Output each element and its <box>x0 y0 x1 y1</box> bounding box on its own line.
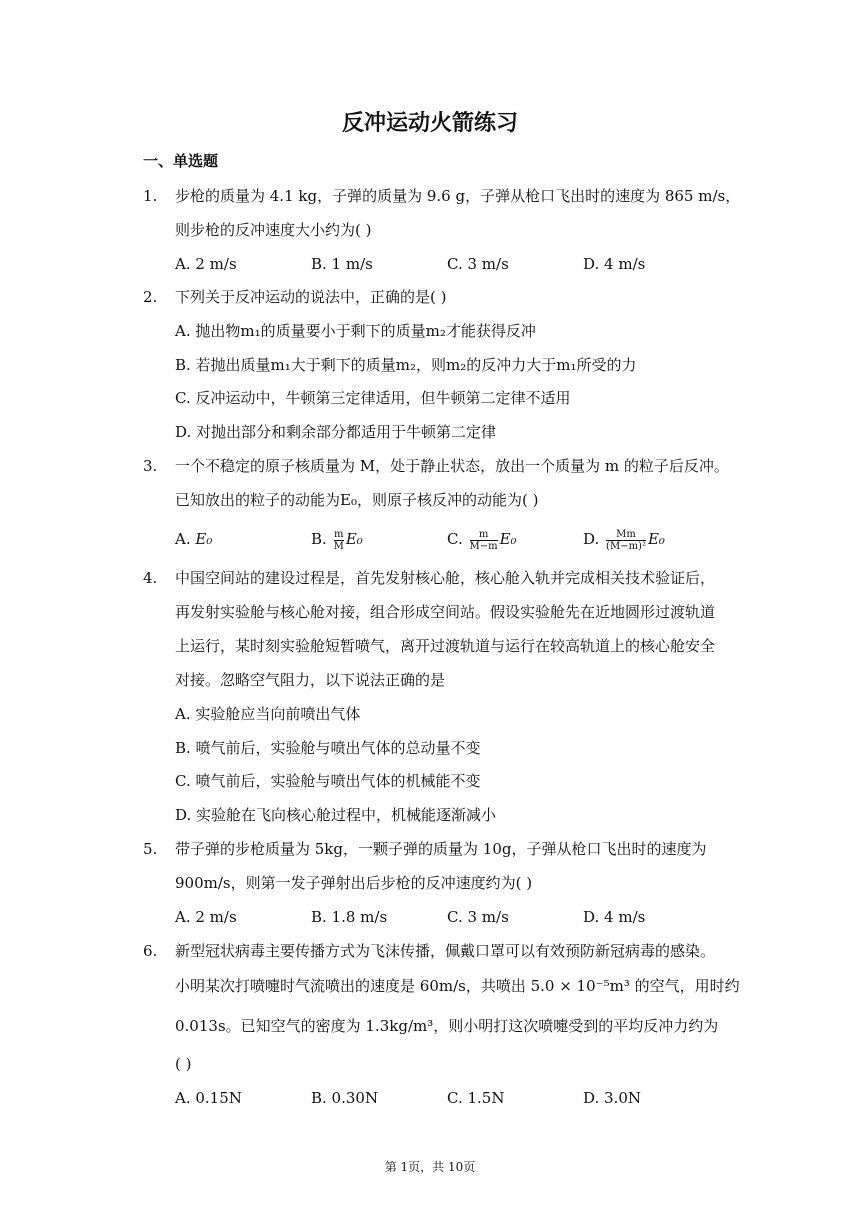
option-d: D. 4 m/s <box>583 908 646 926</box>
question-text: 下列关于反冲运动的说法中，正确的是( ) <box>175 288 447 306</box>
question-number: 3. <box>143 457 158 475</box>
option-a <box>175 527 212 551</box>
option-expression: E₀ <box>195 530 213 548</box>
question-text: 上运行，某时刻实验舱短暂喷气，离开过渡轨道与运行在较高轨道上的核心舱安全 <box>175 637 716 655</box>
question-text: 900m/s，则第一发子弹射出后步枪的反冲速度约为( ) <box>175 874 533 892</box>
option-a: A. 2 m/s <box>175 908 237 926</box>
option-c: C. 喷气前后，实验舱与喷出气体的机械能不变 <box>175 772 481 790</box>
question-number: 5. <box>143 840 158 858</box>
option-d: D. 实验舱在飞向核心舱过程中，机械能逐渐减小 <box>175 806 497 824</box>
numerator: Mm <box>616 528 636 540</box>
option-b: B. 1 m/s <box>311 255 373 273</box>
question-text: 小明某次打喷嚏时气流喷出的速度是 60m/s，共喷出 5.0 × 10⁻⁵m³ 的空气，用时约 <box>175 977 740 995</box>
question-text: 步枪的质量为 4.1 kg，子弹的质量为 9.6 g，子弹从枪口飞出时的速度为 865 m/s， <box>175 187 741 205</box>
option-d: D. 对抛出部分和剩余部分都适用于牛顿第二定律 <box>175 423 497 441</box>
option-a: A. 0.15N <box>175 1089 242 1107</box>
option-b: B. 喷气前后，实验舱与喷出气体的总动量不变 <box>175 739 481 757</box>
numerator: m <box>333 528 344 540</box>
option-c: C. 3 m/s <box>447 908 509 926</box>
question-text: 已知放出的粒子的动能为E₀，则原子核反冲的动能为( ) <box>175 491 539 509</box>
option-expression: E₀ <box>647 530 665 548</box>
option-d: D. 4 m/s <box>583 255 646 273</box>
numerator: m <box>478 528 489 540</box>
question-number: 1. <box>143 187 158 205</box>
question-number: 2. <box>143 288 158 306</box>
option-label: C. <box>447 530 463 548</box>
option-c: C. 3 m/s <box>447 255 509 273</box>
question-text: 一个不稳定的原子核质量为 M，处于静止状态，放出一个质量为 m 的粒子后反冲。 <box>175 457 729 475</box>
option-expression: E₀ <box>499 530 517 548</box>
option-a: A. 实验舱应当向前喷出气体 <box>175 705 361 723</box>
question-number: 6. <box>143 942 158 960</box>
option-a: A. 抛出物m₁的质量要小于剩下的质量m₂才能获得反冲 <box>175 322 536 340</box>
question-text: 0.013s。已知空气的密度为 1.3kg/m³，则小明打这次喷嚏受到的平均反冲力约为 <box>175 1017 719 1035</box>
page-title: 反冲运动火箭练习 <box>341 111 518 136</box>
option-d: D. 3.0N <box>583 1089 642 1107</box>
option-d <box>583 527 665 552</box>
denominator: M−m <box>469 540 498 552</box>
option-a: A. 2 m/s <box>175 255 237 273</box>
fraction <box>470 529 498 552</box>
question-text: 则步枪的反冲速度大小约为( ) <box>175 221 372 239</box>
option-b <box>311 527 363 552</box>
question-number: 4. <box>143 569 158 587</box>
option-expression: E₀ <box>345 530 363 548</box>
option-b: B. 1.8 m/s <box>311 908 388 926</box>
question-text: 中国空间站的建设过程是，首先发射核心舱，核心舱入轨并完成相关技术验证后， <box>175 569 716 587</box>
denominator: (M−m)² <box>606 540 646 552</box>
option-label: B. <box>311 530 327 548</box>
question-text: 对接。忽略空气阻力，以下说法正确的是 <box>175 671 446 689</box>
option-c: C. 1.5N <box>447 1089 505 1107</box>
fraction <box>334 529 344 552</box>
question-text: 新型冠状病毒主要传播方式为飞沫传播，佩戴口罩可以有效预防新冠病毒的感染。 <box>175 942 716 960</box>
denominator: M <box>333 540 344 552</box>
fraction <box>606 529 646 552</box>
option-c <box>447 527 517 552</box>
option-c: C. 反冲运动中，牛顿第三定律适用，但牛顿第二定律不适用 <box>175 389 571 407</box>
option-b: B. 0.30N <box>311 1089 379 1107</box>
option-label: D. <box>583 530 600 548</box>
question-text: ( ) <box>175 1055 192 1073</box>
option-label: A. <box>175 530 191 548</box>
section-heading: 一、单选题 <box>143 152 219 170</box>
page-footer: 第 1页，共 10页 <box>384 1160 476 1174</box>
question-text: 再发射实验舱与核心舱对接，组合形成空间站。假设实验舱先在近地圆形过渡轨道 <box>175 603 716 621</box>
question-text: 带子弹的步枪质量为 5kg，一颗子弹的质量为 10g，子弹从枪口飞出时的速度为 <box>175 840 707 858</box>
option-b: B. 若抛出质量m₁大于剩下的质量m₂，则m₂的反冲力大于m₁所受的力 <box>175 356 637 374</box>
